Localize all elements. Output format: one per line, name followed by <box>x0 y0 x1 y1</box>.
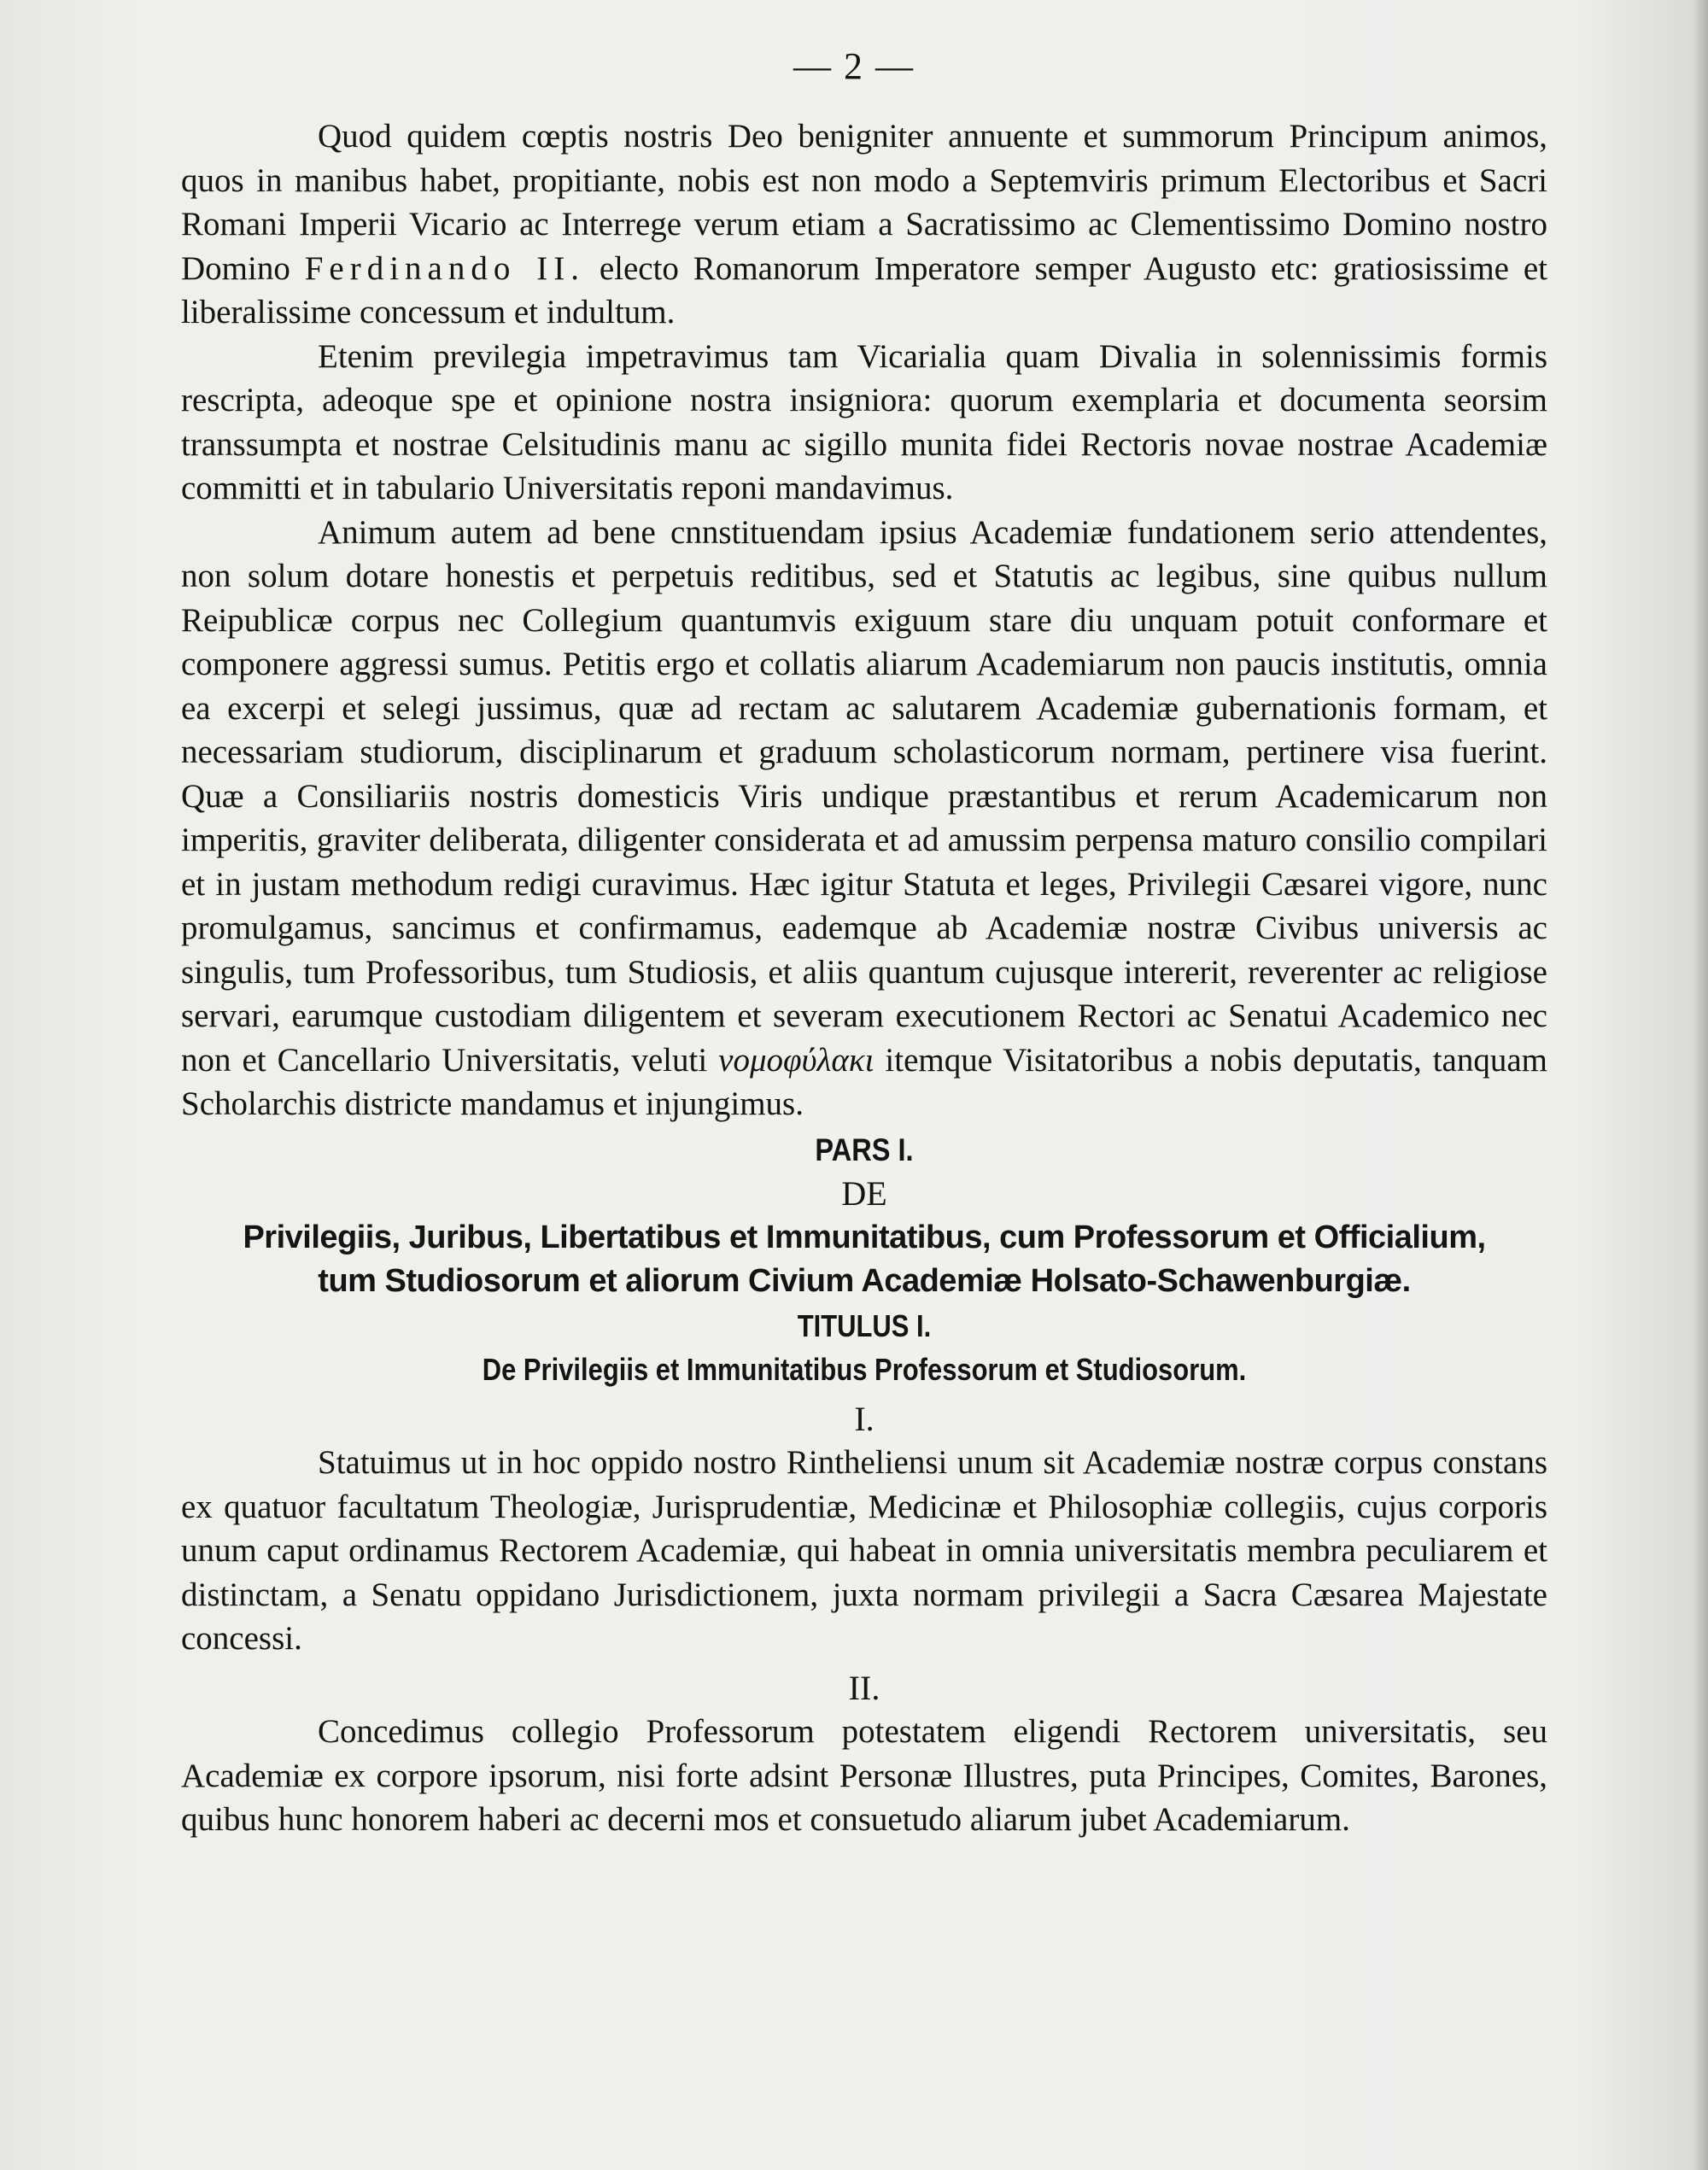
section-2-text: Concedimus collegio Professorum potestatem eligendi Rectorem universitatis, seu Academiæ ex corpore ipsorum, nisi forte adsint Personæ Illustres, puta Principes, Comites, Barones, quibus hunc honorem haberi ac decerni mos et consuetudo aliarum jubet Academiarum. <box>181 1713 1547 1838</box>
title-line-2: tum Studiosorum et aliorum Civium Academiæ Holsato-Schawenburgiæ. <box>318 1263 1411 1299</box>
titulus-subheading: De Privilegiis et Immunitatibus Professorum et Studiosorum. <box>482 1352 1247 1387</box>
de-heading: DE <box>841 1174 887 1213</box>
paragraph-3 <box>181 511 1547 1126</box>
paragraph-1-tail: electo Romanorum Imperatore semper Augusto etc: gratiosissime et liberalissime concessum et indultum. <box>181 249 1547 330</box>
section-1-text: Statuimus ut in hoc oppido nostro Rintheliensi unum sit Academiæ nostræ corpus constans ex quatuor facultatum Theologiæ, Jurisprudentiæ, Medicinæ et Philosophiæ collegiis, cujus corporis unum caput ordinamus Rectorem Academiæ, qui habeat in omnia universitatis membra peculiarem et distinctam, a Senatu oppidano Jurisdictionem, juxta normam privilegii a Sacra Cæsarea Majestate concessi. <box>181 1444 1547 1657</box>
section-numeral-1: I. <box>854 1399 874 1438</box>
paragraph-2 <box>181 335 1547 511</box>
section-numeral-2: II. <box>848 1668 880 1707</box>
page-edge-shadow <box>1693 0 1708 2170</box>
titulus-heading: TITULUS I. <box>797 1307 932 1343</box>
emperor-name: Ferdinando II. <box>304 249 585 287</box>
pars-heading: PARS I. <box>815 1132 914 1167</box>
paragraph-3-text: Animum autem ad bene cnnstituendam ipsius Academiæ fundationem serio attendentes, non solum dotare honestis et perpetuis reditibus, sed et Statutis ac legibus, sine quibus nullum Reipublicæ corpus nec Collegium quantumvis exiguum stare diu unquam potuit conformare et componere aggressi sumus. Petitis ergo et collatis aliarum Academiarum non paucis institutis, omnia ea excerpi et selegi jussimus, quæ ad rectam ac salutarem Academiæ gubernationis formam, et necessariam studiorum, disciplinarum et graduum scholasticorum normam, pertinere visa fuerint. Quæ a Consiliariis nostris domesticis Viris undique præstantibus et rerum Academicarum non imperitis, graviter deliberata, diligenter considerata et ad amussim perpensa maturo consilio compilari et in justam methodum redigi curavimus. Hæc igitur Statuta et leges, Privilegii Cæsarei vigore, nunc promulgamus, sancimus et confirmamus, eademque ab Academiæ nostræ Civibus universis ac singulis, tum Professoribus, tum Studiosis, et aliis quantum cujusque intererit, reverenter ac religiose servari, earumque custodiam diligentem et severam executionem Rectori ac Senatui Academico nec non et Cancellario Universitatis, veluti <box>181 513 1547 1079</box>
title-line-1: Privilegiis, Juribus, Libertatibus et Immunitatibus, cum Professorum et Officialium, <box>243 1219 1486 1255</box>
paragraph-1 <box>181 114 1547 335</box>
greek-word: νομοφύλακι <box>718 1041 874 1079</box>
text-column <box>181 114 1547 1842</box>
paragraph-2-text: Etenim previlegia impetravimus tam Vicarialia quam Divalia in solennissimis formis rescripta, adeoque spe et opinione nostra insigniora: quorum exemplaria et documenta seorsim transsumpta et nostrae Celsitudinis manu ac sigillo munita fidei Rectoris novae nostrae Academiæ committi et in tabulario Universitatis reponi mandavimus. <box>181 337 1547 506</box>
page-number: — 2 — <box>793 45 915 87</box>
paragraph-1-text: Quod quidem cœptis nostris Deo benigniter annuente et summorum Principum animos, quos in manibus habet, propitiante, nobis est non modo a Septemviris primum Electoribus et Sacri Romani Imperii Vicario ac Interrege verum etiam a Sacratissimo ac Clementissimo Domino nostro Domino <box>181 118 1547 287</box>
paragraph-3-tail: itemque Visitatoribus a nobis deputatis, tanquam Scholarchis districte mandamus et injungimus. <box>181 1041 1548 1122</box>
